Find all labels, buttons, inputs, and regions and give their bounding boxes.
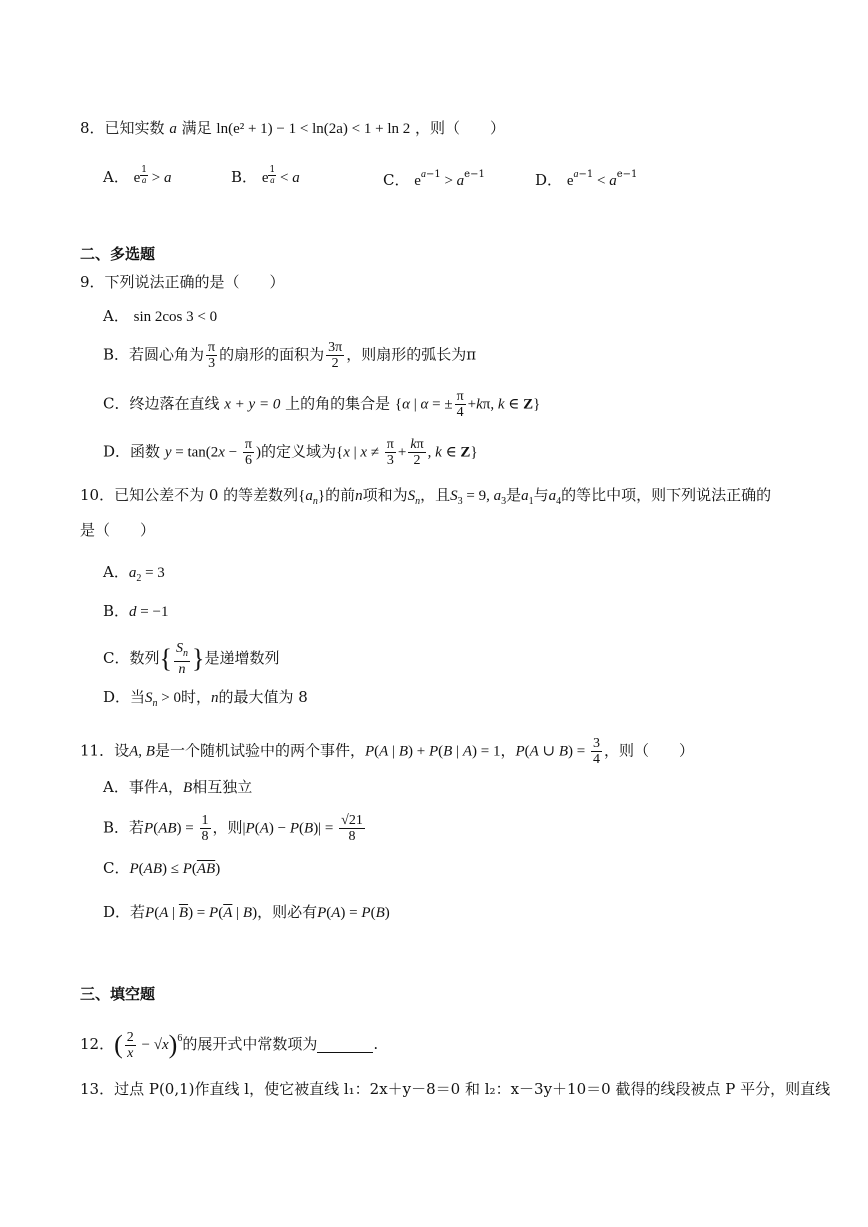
q9-option-c-mid: 上的角的集合是 <box>285 394 391 413</box>
q10-option-b-label: B． <box>103 602 130 620</box>
q8-option-b: B． e $\frac{1}{a}$ < a <box>231 165 300 186</box>
q10-stem-1: 10．已知公差不为 0 的等差数列 <box>80 486 299 504</box>
q12-text: 的展开式中常数项为 <box>182 1035 318 1053</box>
q10-option-b: B．d = −1 <box>103 602 169 620</box>
q10-option-a-label: A． <box>103 563 129 581</box>
q9-option-c: C．终边落在直线 x + y = 0 上的角的集合是 {α | α = ± $\frac{\pi}{4}$ +kπ, k ∈ Z} <box>103 389 541 420</box>
question-11-stem: 11．设A, B是一个随机试验中的两个事件，P(A | B) + P(B | A) = 1，P(A ∪ B) = $\frac{3}{4}$ ，则（ ） <box>80 736 695 767</box>
q11-option-a-pre: A．事件 <box>103 778 159 796</box>
q8-var: a <box>169 121 177 137</box>
q8-mid: 满足 <box>181 119 212 137</box>
q10-option-c: C．数列{ $\frac{S_n}{n}$ }是递增数列 <box>103 641 280 677</box>
q11-stem-2: 是一个随机试验中的两个事件， <box>154 741 365 760</box>
q8-inequality: ln(e² + 1) − 1 < ln(2a) < 1 + ln 2 <box>216 121 411 137</box>
q9-option-c-eq: x + y = 0 <box>224 396 281 413</box>
q9-option-d-mid: 的定义域为 <box>260 442 336 461</box>
q10-option-d-pre: D．当 <box>103 688 146 706</box>
q9-option-a-math: sin 2cos 3 < 0 <box>133 309 218 325</box>
question-12: 12．( $\frac{2}{x}$ − √x)$^6$的展开式中常数项为 . <box>80 1029 379 1061</box>
q8-option-d: D． $e^{a-1} < a^{e-1}$ <box>535 169 638 189</box>
q11-option-a-end: 相互独立 <box>192 778 253 796</box>
q8-option-d-label: D． <box>535 171 563 189</box>
q10-option-d-mid: 时， <box>181 688 212 706</box>
q8-option-b-label: B． <box>231 168 258 186</box>
q8-prefix: 8．已知实数 <box>80 119 165 137</box>
q11-option-d-pre: D．若 <box>103 903 146 921</box>
q10-option-d-end: 的最大值为 8 <box>218 688 308 706</box>
q9-option-a-label: A． <box>103 307 129 325</box>
q8-option-c-label: C． <box>383 171 410 189</box>
q9-option-d-pre: D．函数 <box>103 442 161 461</box>
q10-option-c-end: 是递增数列 <box>204 649 280 667</box>
q10-option-a: A．$a_2 = 3$ <box>103 563 165 584</box>
q10-stem-3: 项和为 <box>362 486 408 504</box>
q9-option-a <box>103 305 217 328</box>
q8-option-a-label: A． <box>103 168 129 186</box>
question-9-stem: 9．下列说法正确的是（ ） <box>80 273 285 291</box>
q11-option-b-mid: ，则 <box>212 818 243 837</box>
q11-option-c: C．$P(AB) \le P(\overline{AB})$ <box>103 859 221 877</box>
q8-suffix: ，则（ ） <box>415 119 506 137</box>
q11-option-d: D．若P(A | $\overline{B}) = P(\overline{A}$ | B)，则必有P(A) = P(B) <box>103 903 390 921</box>
q11-stem-1: 11．设 <box>80 741 130 760</box>
q8-option-a: A． e $\frac{1}{a}$ > a <box>103 165 172 186</box>
section-multi-choice-title: 二、多选题 <box>80 245 156 263</box>
q10-stem-4: ，且 <box>420 486 451 504</box>
q12-number: 12． <box>80 1035 115 1053</box>
question-13-stem: 13．过点 P(0,1)作直线 l，使它被直线 l₁：2x＋y－8＝0 和 l₂：x－3y＋10＝0 截得的线段被点 P 平分，则直线 <box>80 1080 831 1098</box>
q10-option-c-pre: C．数列 <box>103 649 160 667</box>
q10-stem-6: 与 <box>533 486 549 504</box>
question-10-stem: 10．已知公差不为 0 的等差数列$\{a_n\}$的前n项和为$S_n$，且$S_3 = 9$, $a_3$是$a_1$与$a_4$的等比中项，则下列说法正确的 <box>80 486 772 507</box>
q12-end: . <box>373 1035 379 1053</box>
q9-option-b: B．若圆心角为 $\frac{\pi}{3}$ 的扇形的面积为 $\frac{3\pi}{2}$ ，则扇形的弧长为π <box>103 340 477 371</box>
q9-option-c-pre: C．终边落在直线 <box>103 394 220 413</box>
q11-stem-3: ，则（ ） <box>604 741 695 760</box>
q12-answer-blank[interactable] <box>317 1038 373 1053</box>
q11-option-b: B．若P(AB) = $\frac{1}{8}$ ，则|P(A) − P(B)| = $\frac{√21}{8}$ <box>103 813 363 844</box>
q10-option-d: D．当$S_n > 0$时，n的最大值为 8 <box>103 688 308 709</box>
q11-option-c-label: C． <box>103 859 130 877</box>
q11-option-b-pre: B．若 <box>103 818 145 837</box>
q9-option-b-pre: B．若圆心角为 <box>103 345 205 364</box>
q10-stem-2: 的前 <box>325 486 356 504</box>
q10-stem-7: 的等比中项，则下列说法正确的 <box>561 486 772 504</box>
q11-option-a: A．事件A，B相互独立 <box>103 778 253 796</box>
q11-option-d-mid: ，则必有 <box>257 903 318 921</box>
q9-option-b-end: ，则扇形的弧长为π <box>346 345 477 364</box>
q9-option-b-mid: 的扇形的面积为 <box>219 345 325 364</box>
q8-option-c: C． $e^{a-1} > a^{e-1}$ <box>383 169 485 189</box>
section-fill-blank-title: 三、填空题 <box>80 985 156 1003</box>
question-10-stem-line2: 是（ ） <box>80 521 156 539</box>
question-8-stem <box>80 117 505 140</box>
q9-option-d: D．函数 y = tan(2x − $\frac{\pi}{6}$ )的定义域为{x | x ≠ $\frac{\pi}{3}$ + $\frac{k\pi}{2}$ , k ∈ Z} <box>103 437 478 468</box>
q10-stem-5: 是 <box>506 486 522 504</box>
